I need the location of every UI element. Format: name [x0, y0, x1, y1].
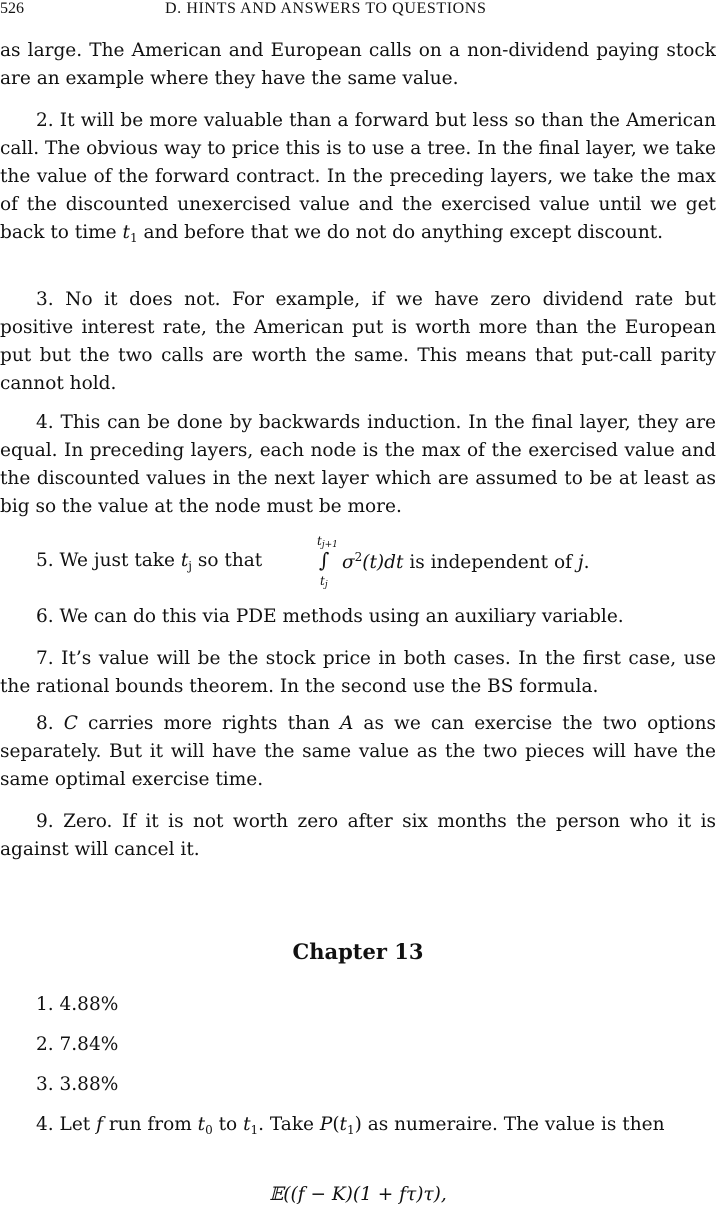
integral-upper-limit: tj+1	[317, 534, 338, 550]
chapter-heading: Chapter 13	[292, 939, 424, 964]
chapter13-answer-1: 1. 4.88%	[36, 994, 119, 1015]
answer-5: 5. We just take $t_j$ so that tj+1 ∫ tj $\sigma^2(t)dt$ is independent of j.	[36, 534, 716, 594]
integral-symbol: tj+1 ∫ tj	[317, 534, 338, 590]
answer-9: 9. Zero. If it is not worth zero after six months the person who it is against will cancel it.	[0, 811, 716, 860]
running-header	[0, 0, 716, 20]
answer-4: 4. This can be done by backwards induction. In the final layer, they are equal. In preceding layers, each node is the max of the exercised value and the discounted values in the next layer which are assumed to be at least as big so the value at the node must be more.	[0, 412, 716, 517]
answer-3: 3. No it does not. For example, if we have zero dividend rate but positive interest rate, the American put is worth more than the European put but the two calls are worth the same. This means that put-call parity cannot hold.	[0, 289, 716, 394]
display-equation: 𝔼((f − K)(1 + fτ)τ),	[269, 1184, 447, 1205]
chapter13-answer-2: 2. 7.84%	[36, 1034, 119, 1055]
chapter13-answer-3: 3. 3.88%	[36, 1074, 119, 1095]
header-title: D. HINTS AND ANSWERS TO QUESTIONS	[165, 0, 487, 17]
answer-6: 6. We can do this via PDE methods using an auxiliary variable.	[36, 606, 624, 627]
answer-2: 2. It will be more valuable than a forward but less so than the American call. The obvious way to price this is to use a tree. In the final layer, we take the value of the forward contract. In the preceding layers, we take the max of the discounted unexercised value and the exercised value until we get back to time $t_1$ and before that we do not do anything except discount.	[0, 110, 716, 245]
chapter13-answer-4: 4. Let f run from $t_0$ to $t_1$. Take $P(t_1)$ as numeraire. The value is then	[36, 1114, 665, 1137]
answer-7: 7. It’s value will be the stock price in both cases. In the first case, use the rational bounds theorem. In the second use the BS formula.	[0, 648, 716, 697]
paragraph-continuation: as large. The American and European calls on a non-dividend paying stock are an example where they have the same value.	[0, 40, 716, 89]
answer-8: 8. C carries more rights than A as we can exercise the two options separately. But it will have the same value as the two pieces will have the same optimal exercise time.	[0, 713, 716, 790]
page-number: 526	[0, 0, 24, 17]
integral-lower-limit: tj	[320, 574, 328, 590]
